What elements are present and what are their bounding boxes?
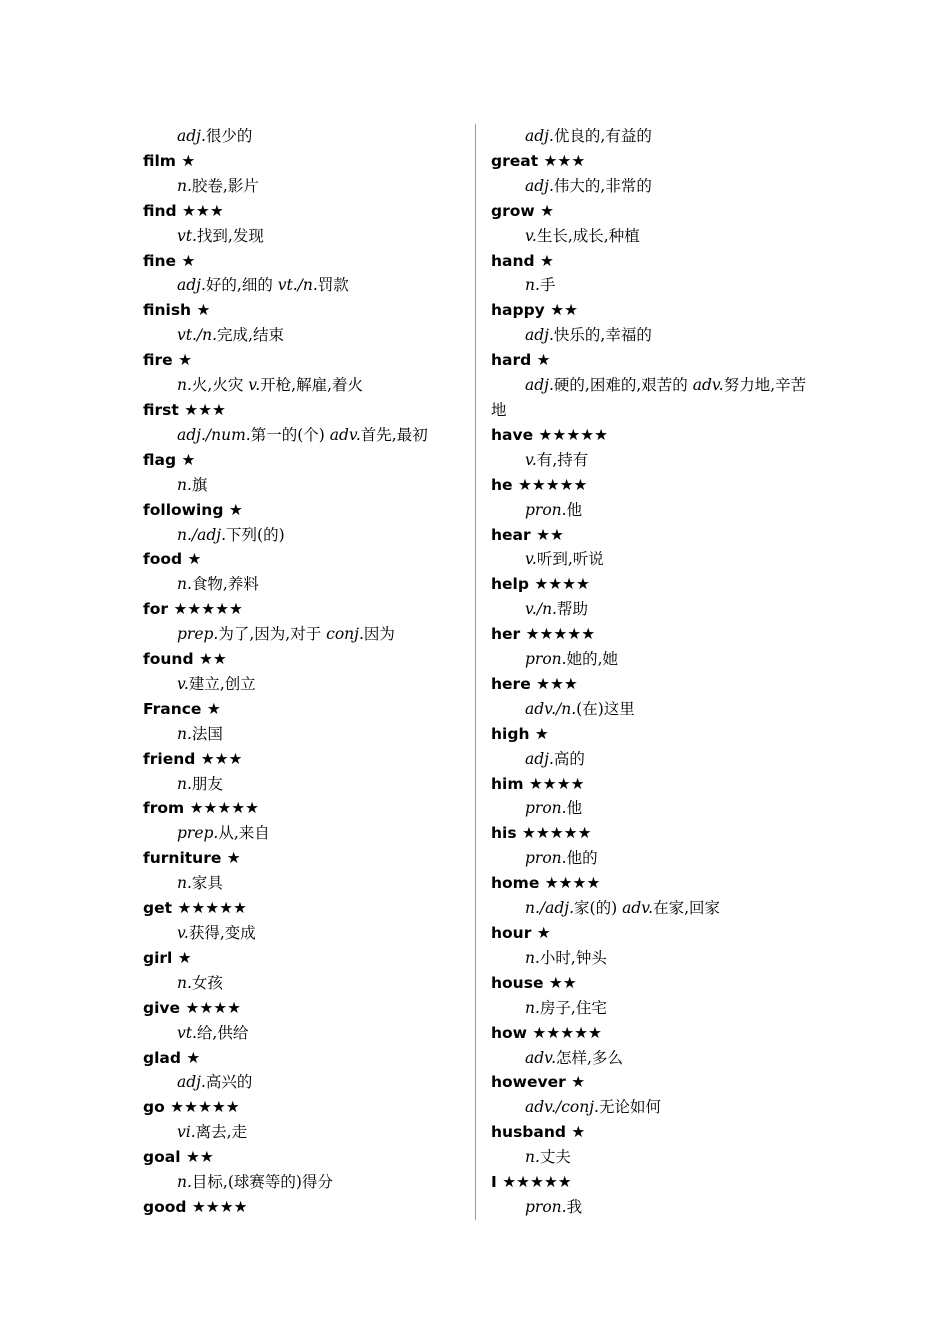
headword-text: house — [491, 973, 544, 992]
headword-text: hard — [491, 351, 532, 370]
vocab-definition — [143, 921, 469, 946]
headword-text: give — [143, 998, 181, 1017]
definition-text: 优良的,有益的 — [553, 127, 652, 145]
part-of-speech: adj. — [525, 376, 554, 395]
vocab-definition — [491, 547, 811, 572]
part-of-speech: n. — [525, 1148, 540, 1167]
frequency-stars: ★★★★★ — [538, 425, 609, 444]
vocab-definition — [491, 1145, 811, 1170]
vocab-headword — [143, 697, 469, 722]
definition-text: 他 — [566, 799, 583, 818]
vocab-definition — [491, 323, 811, 348]
definition-text: 他 — [566, 500, 583, 519]
frequency-stars: ★★★★ — [534, 575, 590, 594]
vocab-headword — [143, 1195, 469, 1220]
definition-text: 伟大的,非常的 — [553, 176, 652, 195]
vocab-headword — [143, 398, 469, 423]
definition-text: 小时,钟头 — [539, 948, 607, 967]
frequency-stars: ★★★★★ — [532, 1023, 602, 1042]
vocab-headword — [143, 199, 469, 224]
vocab-definition — [491, 174, 811, 199]
vocab-headword — [491, 249, 811, 274]
part-of-speech: conj. — [326, 625, 364, 644]
part-of-speech: adv. — [525, 1048, 557, 1067]
headword-text: go — [143, 1098, 165, 1117]
frequency-stars: ★ — [181, 251, 196, 270]
part-of-speech: n. — [525, 276, 540, 295]
part-of-speech: v. — [525, 550, 537, 569]
vocab-headword — [143, 149, 469, 174]
definition-text: 她的,她 — [566, 650, 619, 669]
vocab-definition — [143, 224, 469, 249]
vocab-definition — [491, 597, 811, 622]
frequency-stars: ★ — [571, 1123, 586, 1142]
definition-text: 获得,变成 — [188, 924, 256, 942]
frequency-stars: ★★★★ — [191, 1197, 248, 1216]
part-of-speech: v. — [525, 226, 537, 245]
headword-text: furniture — [143, 849, 222, 868]
vocab-headword — [143, 747, 469, 772]
headword-text: him — [491, 774, 524, 793]
vocab-headword — [491, 523, 811, 548]
vocab-definition — [491, 796, 811, 821]
part-of-speech: adj./num. — [177, 425, 251, 444]
definition-text: 开枪,解雇,着火 — [260, 376, 363, 395]
vocab-definition — [143, 1170, 469, 1195]
part-of-speech: n. — [177, 774, 192, 793]
definition-text: 首先,最初 — [360, 425, 428, 444]
frequency-stars: ★ — [540, 251, 554, 270]
part-of-speech: n. — [177, 874, 192, 893]
vocab-headword — [491, 821, 811, 846]
definition-text: 找到,发现 — [196, 226, 264, 245]
part-of-speech: v. — [177, 674, 189, 693]
definition-text: 努力地,辛苦地 — [491, 376, 807, 419]
vocab-headword — [143, 1095, 469, 1120]
vocab-definition — [143, 273, 469, 298]
vocab-definition — [143, 174, 469, 199]
headword-text: hand — [491, 251, 535, 270]
definition-text: 建立,创立 — [188, 674, 256, 693]
part-of-speech: vi. — [177, 1123, 196, 1142]
vocab-definition — [491, 747, 811, 772]
frequency-stars: ★ — [181, 450, 196, 469]
definition-text: 为了,因为,对于 — [218, 625, 327, 644]
headword-text: I — [491, 1173, 497, 1192]
definition-text: 快乐的,幸福的 — [553, 326, 652, 345]
vocab-headword — [143, 647, 469, 672]
headword-text: happy — [491, 301, 545, 320]
vocab-headword — [491, 1120, 811, 1145]
part-of-speech: vt./n. — [277, 276, 318, 295]
headword-text: hear — [491, 525, 531, 544]
vocab-headword — [491, 1070, 811, 1095]
headword-text: great — [491, 151, 539, 170]
vocab-definition — [143, 1120, 469, 1145]
vocab-definition — [491, 697, 811, 722]
frequency-stars: ★★★★★ — [173, 600, 243, 619]
frequency-stars: ★ — [534, 724, 549, 743]
part-of-speech: adj. — [525, 127, 554, 145]
vocab-definition — [491, 373, 811, 423]
frequency-stars: ★★ — [548, 973, 577, 992]
frequency-stars: ★ — [186, 1048, 201, 1067]
definition-text: 食物,养料 — [191, 575, 259, 594]
vocab-definition — [143, 1021, 469, 1046]
vocab-definition — [491, 273, 811, 298]
right-column — [491, 124, 811, 1220]
definition-text: 女孩 — [191, 973, 223, 992]
vocab-definition — [143, 722, 469, 747]
frequency-stars: ★ — [228, 500, 243, 519]
frequency-stars: ★ — [571, 1073, 586, 1092]
headword-text: finish — [143, 301, 192, 320]
frequency-stars: ★★★★★ — [189, 799, 260, 818]
part-of-speech: n. — [525, 998, 540, 1017]
frequency-stars: ★★ — [198, 650, 227, 669]
definition-text: 法国 — [191, 724, 223, 743]
vocab-headword — [491, 1170, 811, 1195]
vocab-definition — [143, 971, 469, 996]
frequency-stars: ★ — [540, 201, 555, 220]
definition-text: 听到,听说 — [536, 550, 604, 569]
vocab-definition — [491, 1095, 811, 1120]
vocab-headword — [143, 249, 469, 274]
vocab-headword — [491, 772, 811, 797]
vocab-headword — [491, 1021, 811, 1046]
vocab-definition — [143, 523, 469, 548]
definition-text: 目标,(球赛等的)得分 — [191, 1173, 333, 1192]
vocab-definition — [143, 473, 469, 498]
definition-text: 在家,回家 — [653, 899, 721, 918]
part-of-speech: v./n. — [525, 600, 557, 619]
definition-text: 他的 — [566, 849, 598, 868]
definition-text: 给,供给 — [196, 1023, 249, 1042]
definition-text: 完成,结束 — [217, 326, 284, 345]
vocab-headword — [491, 971, 811, 996]
part-of-speech: adv./conj. — [525, 1098, 599, 1117]
part-of-speech: vt./n. — [177, 326, 218, 345]
frequency-stars: ★ — [226, 849, 241, 868]
frequency-stars: ★ — [177, 948, 192, 967]
vocab-definition — [143, 323, 469, 348]
part-of-speech: pron. — [525, 500, 567, 519]
vocab-headword — [143, 498, 469, 523]
part-of-speech: n. — [177, 176, 192, 195]
part-of-speech: adv. — [692, 376, 724, 395]
part-of-speech: adv./n. — [525, 699, 577, 718]
part-of-speech: adj. — [525, 176, 554, 195]
definition-text: 因为 — [363, 625, 395, 644]
part-of-speech: prep. — [177, 824, 219, 843]
frequency-stars: ★★★★★ — [517, 475, 588, 494]
headword-text: find — [143, 201, 177, 220]
frequency-stars: ★★★ — [182, 201, 224, 220]
definition-text: (在)这里 — [576, 699, 635, 718]
part-of-speech: adj. — [177, 276, 206, 295]
vocab-definition — [143, 572, 469, 597]
definition-text: 高的 — [553, 749, 585, 768]
headword-text: get — [143, 899, 173, 918]
frequency-stars: ★★ — [550, 301, 578, 320]
vocab-headword — [143, 597, 469, 622]
vocab-definition — [491, 448, 811, 473]
headword-text: first — [143, 400, 179, 419]
vocab-headword — [143, 348, 469, 373]
headword-text: good — [143, 1197, 187, 1216]
definition-text: 无论如何 — [598, 1098, 661, 1117]
headword-text: here — [491, 674, 531, 693]
headword-text: goal — [143, 1148, 181, 1167]
headword-text: following — [143, 500, 224, 519]
headword-text: fine — [143, 251, 177, 270]
part-of-speech: n. — [177, 973, 192, 992]
frequency-stars: ★★★★ — [528, 774, 585, 793]
headword-text: her — [491, 625, 521, 644]
definition-text: 丈夫 — [539, 1148, 571, 1167]
definition-text: 房子,住宅 — [539, 998, 607, 1017]
definition-text: 我 — [566, 1197, 583, 1216]
frequency-stars: ★ — [181, 151, 196, 170]
part-of-speech: adj. — [177, 127, 206, 145]
definition-text: 帮助 — [556, 600, 588, 619]
frequency-stars: ★ — [206, 699, 221, 718]
definition-text: 离去,走 — [195, 1123, 248, 1142]
vocab-headword — [143, 796, 469, 821]
part-of-speech: n. — [177, 475, 192, 494]
left-column — [143, 124, 469, 1220]
part-of-speech: n./adj. — [525, 899, 575, 918]
vocab-headword — [491, 871, 811, 896]
frequency-stars: ★ — [536, 351, 551, 370]
definition-text: 旗 — [191, 475, 208, 494]
vocab-headword — [491, 149, 811, 174]
vocab-definition — [491, 946, 811, 971]
part-of-speech: adj. — [525, 326, 554, 345]
vocab-definition — [143, 871, 469, 896]
vocab-definition — [143, 821, 469, 846]
part-of-speech: adj. — [177, 1073, 206, 1092]
definition-text: 好的,细的 — [205, 276, 278, 295]
frequency-stars: ★ — [178, 351, 192, 370]
frequency-stars: ★★★★★ — [521, 824, 592, 843]
vocab-headword — [491, 722, 811, 747]
frequency-stars: ★★★★ — [544, 874, 601, 893]
vocab-headword — [143, 547, 469, 572]
headword-text: high — [491, 724, 530, 743]
headword-text: food — [143, 550, 183, 569]
vocab-definition — [143, 373, 469, 398]
frequency-stars: ★★★ — [543, 151, 586, 170]
vocab-definition — [491, 498, 811, 523]
definition-text: 第一的(个) — [250, 425, 330, 444]
headword-text: grow — [491, 201, 535, 220]
part-of-speech: adv. — [622, 899, 654, 918]
vocab-headword — [491, 199, 811, 224]
vocab-headword — [143, 298, 469, 323]
frequency-stars: ★★★ — [200, 749, 243, 768]
vocab-definition — [143, 772, 469, 797]
definition-text: 手 — [539, 276, 556, 295]
vocab-headword — [491, 672, 811, 697]
part-of-speech: pron. — [525, 849, 567, 868]
frequency-stars: ★ — [536, 924, 551, 942]
headword-text: husband — [491, 1123, 566, 1142]
frequency-stars: ★★★★★ — [502, 1173, 572, 1192]
frequency-stars: ★★★★★ — [525, 625, 596, 644]
headword-text: hour — [491, 924, 532, 942]
headword-text: how — [491, 1023, 528, 1042]
vocab-headword — [491, 423, 811, 448]
vocab-definition — [143, 124, 469, 149]
part-of-speech: n./adj. — [177, 525, 227, 544]
vocab-headword — [143, 896, 469, 921]
vocab-headword — [491, 348, 811, 373]
definition-text: 高兴的 — [205, 1073, 253, 1092]
definition-text: 火,火灾 — [191, 376, 249, 395]
part-of-speech: adv. — [329, 425, 361, 444]
headword-text: for — [143, 600, 169, 619]
definition-text: 怎样,多么 — [556, 1048, 623, 1067]
part-of-speech: vt. — [177, 1023, 197, 1042]
definition-text: 胶卷,影片 — [191, 176, 259, 195]
vocab-headword — [143, 846, 469, 871]
part-of-speech: pron. — [525, 1197, 567, 1216]
vocab-definition — [143, 423, 469, 448]
headword-text: girl — [143, 948, 173, 967]
vocab-headword — [143, 448, 469, 473]
column-divider — [475, 124, 476, 1220]
headword-text: friend — [143, 749, 196, 768]
part-of-speech: adj. — [525, 749, 554, 768]
definition-text: 下列(的) — [226, 525, 285, 544]
part-of-speech: n. — [177, 1173, 192, 1192]
part-of-speech: v. — [525, 450, 537, 469]
vocab-definition — [491, 1046, 811, 1071]
headword-text: have — [491, 425, 534, 444]
headword-text: help — [491, 575, 529, 594]
vocab-headword — [143, 1046, 469, 1071]
part-of-speech: pron. — [525, 799, 567, 818]
definition-text: 家具 — [191, 874, 223, 893]
headword-text: film — [143, 151, 176, 170]
definition-text: 有,持有 — [536, 450, 589, 469]
vocab-headword — [143, 1145, 469, 1170]
definition-text: 家(的) — [574, 899, 623, 918]
frequency-stars: ★ — [187, 550, 202, 569]
vocab-definition — [491, 846, 811, 871]
vocab-definition — [491, 224, 811, 249]
part-of-speech: prep. — [177, 625, 219, 644]
headword-text: France — [143, 699, 202, 718]
vocab-headword — [491, 622, 811, 647]
headword-text: however — [491, 1073, 566, 1092]
frequency-stars: ★ — [196, 301, 211, 320]
headword-text: his — [491, 824, 517, 843]
vocab-headword — [143, 946, 469, 971]
frequency-stars: ★★ — [185, 1148, 214, 1167]
headword-text: flag — [143, 450, 177, 469]
frequency-stars: ★★★ — [536, 674, 578, 693]
part-of-speech: n. — [525, 948, 540, 967]
frequency-stars: ★★★★ — [185, 998, 242, 1017]
headword-text: fire — [143, 351, 173, 370]
part-of-speech: v. — [177, 924, 189, 942]
part-of-speech: v. — [248, 376, 261, 395]
definition-text: 硬的,困难的,艰苦的 — [553, 376, 693, 395]
definition-text: 罚款 — [317, 276, 349, 295]
frequency-stars: ★★★★★ — [170, 1098, 240, 1117]
vocab-definition — [491, 1195, 811, 1220]
vocab-headword — [491, 921, 811, 946]
part-of-speech: n. — [177, 724, 192, 743]
frequency-stars: ★★★★★ — [177, 899, 247, 918]
definition-text: 从,来自 — [218, 824, 270, 843]
vocab-definition — [491, 124, 811, 149]
part-of-speech: n. — [177, 376, 192, 395]
headword-text: from — [143, 799, 185, 818]
part-of-speech: vt. — [177, 226, 197, 245]
vocab-definition — [491, 896, 811, 921]
definition-text: 生长,成长,种植 — [536, 226, 640, 245]
headword-text: found — [143, 650, 194, 669]
headword-text: home — [491, 874, 540, 893]
headword-text: he — [491, 475, 513, 494]
frequency-stars: ★★★ — [184, 400, 226, 419]
frequency-stars: ★★ — [536, 525, 564, 544]
vocab-headword — [491, 298, 811, 323]
part-of-speech: n. — [177, 575, 192, 594]
vocab-definition — [143, 1070, 469, 1095]
definition-text: 朋友 — [191, 774, 223, 793]
headword-text: glad — [143, 1048, 181, 1067]
vocab-definition — [491, 647, 811, 672]
vocab-definition — [143, 672, 469, 697]
vocab-definition — [491, 996, 811, 1021]
part-of-speech: pron. — [525, 650, 567, 669]
vocab-headword — [491, 572, 811, 597]
vocab-headword — [143, 996, 469, 1021]
vocab-definition — [143, 622, 469, 647]
vocab-headword — [491, 473, 811, 498]
definition-text: 很少的 — [205, 127, 253, 145]
